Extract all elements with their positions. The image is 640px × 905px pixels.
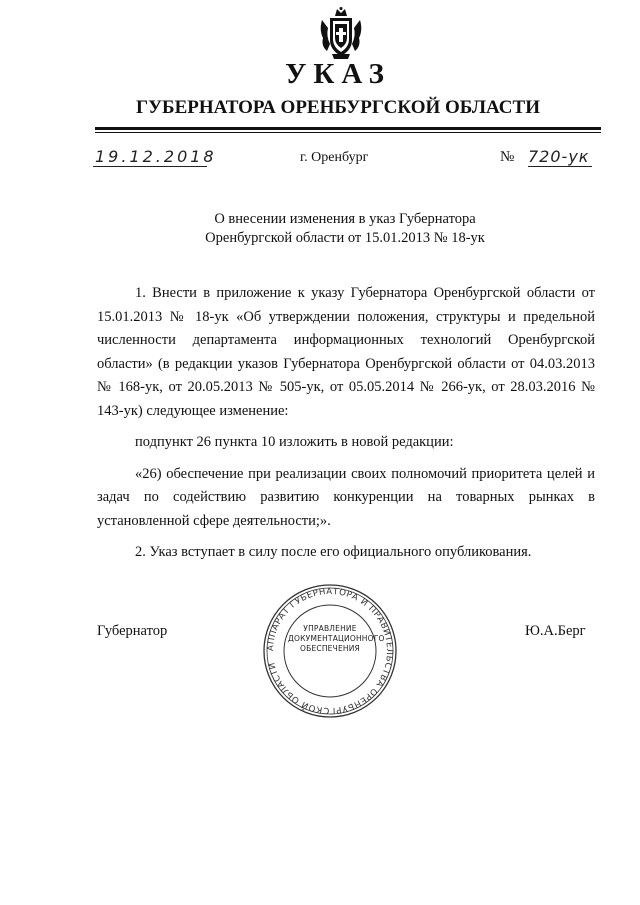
seal-line-1: УПРАВЛЕНИЕ bbox=[303, 624, 357, 633]
paragraph-2: 2. Указ вступает в силу после его официального опубликования. bbox=[135, 544, 532, 560]
handwritten-date: 19.12.2018 bbox=[95, 147, 217, 166]
subject-line-2: Оренбургской области от 15.01.2013 № 18-ук bbox=[205, 230, 485, 246]
paragraph-1: 1. Внести в приложение к указу Губернатора Оренбургской области от 15.01.2013 № 18-ук «Об утверждении положения, структуры и предельной численности департамента информационных технологий Оренбургской области» (в редакции указов Губернатора Оренбургской области от 04.03.2013 № 168-ук, от 20.05.2013 № 505-ук, от 05.05.2014 № 266-ук, от 28.03.2016 № 143-ук) следующее изменение: bbox=[97, 285, 595, 419]
header-rule-thick bbox=[95, 127, 601, 130]
signatory-name: Ю.А.Берг bbox=[525, 623, 586, 639]
subject-heading bbox=[160, 210, 530, 248]
date-underline bbox=[93, 166, 207, 167]
issuer-title: ГУБЕРНАТОРА ОРЕНБУРГСКОЙ ОБЛАСТИ bbox=[136, 97, 540, 118]
header-rule-thin bbox=[95, 132, 601, 133]
date-field bbox=[93, 147, 217, 170]
city-label: г. Оренбург bbox=[300, 150, 369, 165]
decree-body bbox=[97, 282, 595, 565]
number-field bbox=[500, 147, 592, 171]
seal-center-text bbox=[288, 624, 385, 654]
paragraph-new-wording: «26) обеспечение при реализации своих полномочий приоритета целей и задач по содействию развитию конкуренции на товарных рынках в установленной сфере деятельности;». bbox=[97, 465, 595, 529]
paragraph-subpoint: подпункт 26 пункта 10 изложить в новой редакции: bbox=[135, 434, 454, 450]
number-underline bbox=[528, 166, 592, 167]
signatory-title: Губернатор bbox=[97, 623, 168, 639]
seal-line-2: ДОКУМЕНТАЦИОННОГО bbox=[288, 634, 385, 643]
seal-ring-text: АППАРАТ ГУБЕРНАТОРА И ПРАВИТЕЛЬСТВА ОРЕНБУРГСКОЙ ОБЛАСТИ bbox=[265, 586, 395, 716]
document-type-title: УКАЗ bbox=[285, 58, 391, 90]
seal-line-3: ОБЕСПЕЧЕНИЯ bbox=[300, 644, 360, 653]
coat-of-arms-emblem bbox=[318, 6, 364, 60]
number-sign: № bbox=[500, 149, 515, 165]
handwritten-number: 720-ук bbox=[528, 147, 590, 166]
subject-line-1: О внесении изменения в указ Губернатора bbox=[214, 211, 476, 227]
